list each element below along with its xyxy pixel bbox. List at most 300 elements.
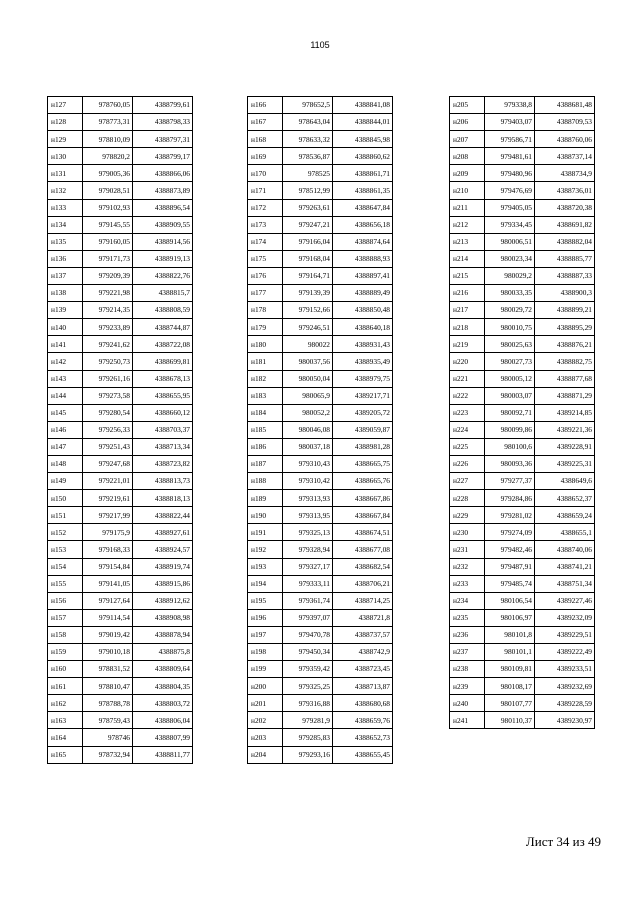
- table-row: [48, 233, 193, 250]
- point-id: н127: [48, 97, 83, 114]
- x-coordinate: 980100,6: [485, 438, 535, 455]
- point-id: н195: [248, 592, 283, 609]
- x-coordinate: 979359,42: [283, 661, 333, 678]
- point-id: н128: [48, 114, 83, 131]
- table-row: [450, 302, 595, 319]
- table-row: [48, 353, 193, 370]
- point-id: н142: [48, 353, 83, 370]
- y-coordinate: 4389232,09: [535, 609, 595, 626]
- x-coordinate: 980037,56: [283, 353, 333, 370]
- x-coordinate: 980033,35: [485, 285, 535, 302]
- table-row: [450, 575, 595, 592]
- table-row: [48, 370, 193, 387]
- coordinates-table-1: [47, 96, 193, 764]
- table-row: [450, 233, 595, 250]
- x-coordinate: 979273,58: [83, 387, 133, 404]
- point-id: н137: [48, 267, 83, 284]
- point-id: н235: [450, 609, 485, 626]
- table-row: [450, 661, 595, 678]
- y-coordinate: 4388799,17: [133, 148, 193, 165]
- y-coordinate: 4388876,21: [535, 336, 595, 353]
- table-row: [248, 541, 393, 558]
- x-coordinate: 979028,51: [83, 182, 133, 199]
- table-row: [48, 131, 193, 148]
- y-coordinate: 4388927,61: [133, 524, 193, 541]
- y-coordinate: 4388740,06: [535, 541, 595, 558]
- table-row: [248, 387, 393, 404]
- x-coordinate: 979280,54: [83, 404, 133, 421]
- y-coordinate: 4388655,1: [535, 524, 595, 541]
- y-coordinate: 4388742,9: [333, 644, 393, 661]
- table-row: [48, 729, 193, 746]
- table-row: [450, 250, 595, 267]
- y-coordinate: 4388799,61: [133, 97, 193, 114]
- table-row: [248, 712, 393, 729]
- table-row: [248, 97, 393, 114]
- x-coordinate: 980092,71: [485, 404, 535, 421]
- x-coordinate: 978652,5: [283, 97, 333, 114]
- table-row: [248, 302, 393, 319]
- point-id: н200: [248, 678, 283, 695]
- table-row: [48, 302, 193, 319]
- point-id: н152: [48, 524, 83, 541]
- y-coordinate: 4388665,76: [333, 473, 393, 490]
- point-id: н159: [48, 644, 83, 661]
- table-row: [248, 746, 393, 763]
- y-coordinate: 4389228,59: [535, 695, 595, 712]
- point-id: н129: [48, 131, 83, 148]
- table-row: [48, 199, 193, 216]
- point-id: н212: [450, 216, 485, 233]
- y-coordinate: 4388818,13: [133, 490, 193, 507]
- x-coordinate: 980037,18: [283, 438, 333, 455]
- x-coordinate: 979281,02: [485, 507, 535, 524]
- x-coordinate: 979285,83: [283, 729, 333, 746]
- table-row: [248, 644, 393, 661]
- table-row: [48, 490, 193, 507]
- point-id: н148: [48, 455, 83, 472]
- x-coordinate: 979333,11: [283, 575, 333, 592]
- point-id: н181: [248, 353, 283, 370]
- x-coordinate: 980029,2: [485, 267, 535, 284]
- table-row: [248, 148, 393, 165]
- x-coordinate: 979316,88: [283, 695, 333, 712]
- x-coordinate: 980003,07: [485, 387, 535, 404]
- y-coordinate: 4388709,53: [535, 114, 595, 131]
- table-row: [48, 592, 193, 609]
- point-id: н211: [450, 199, 485, 216]
- point-id: н153: [48, 541, 83, 558]
- point-id: н223: [450, 404, 485, 421]
- table-row: [48, 216, 193, 233]
- y-coordinate: 4389232,69: [535, 678, 595, 695]
- y-coordinate: 4388811,77: [133, 746, 193, 763]
- table-row: [48, 678, 193, 695]
- y-coordinate: 4388737,14: [535, 148, 595, 165]
- y-coordinate: 4388813,73: [133, 473, 193, 490]
- table-row: [48, 455, 193, 472]
- point-id: н158: [48, 626, 83, 643]
- y-coordinate: 4388681,48: [535, 97, 595, 114]
- y-coordinate: 4388798,33: [133, 114, 193, 131]
- x-coordinate: 979284,86: [485, 490, 535, 507]
- table-row: [450, 558, 595, 575]
- point-id: н160: [48, 661, 83, 678]
- point-id: н174: [248, 233, 283, 250]
- table-row: [248, 592, 393, 609]
- point-id: н234: [450, 592, 485, 609]
- y-coordinate: 4388878,94: [133, 626, 193, 643]
- point-id: н189: [248, 490, 283, 507]
- x-coordinate: 980029,72: [485, 302, 535, 319]
- x-coordinate: 980108,17: [485, 678, 535, 695]
- y-coordinate: 4388822,76: [133, 267, 193, 284]
- point-id: н232: [450, 558, 485, 575]
- x-coordinate: 979019,42: [83, 626, 133, 643]
- point-id: н197: [248, 626, 283, 643]
- y-coordinate: 4388981,28: [333, 438, 393, 455]
- x-coordinate: 979246,51: [283, 319, 333, 336]
- x-coordinate: 978810,09: [83, 131, 133, 148]
- table-row: [248, 353, 393, 370]
- y-coordinate: 4388682,54: [333, 558, 393, 575]
- point-id: н151: [48, 507, 83, 524]
- x-coordinate: 978788,78: [83, 695, 133, 712]
- y-coordinate: 4388931,43: [333, 336, 393, 353]
- table-row: [48, 524, 193, 541]
- point-id: н204: [248, 746, 283, 763]
- y-coordinate: 4388924,57: [133, 541, 193, 558]
- table-row: [450, 267, 595, 284]
- point-id: н237: [450, 644, 485, 661]
- point-id: н136: [48, 250, 83, 267]
- x-coordinate: 979141,05: [83, 575, 133, 592]
- y-coordinate: 4388713,34: [133, 438, 193, 455]
- y-coordinate: 4388844,01: [333, 114, 393, 131]
- x-coordinate: 979139,39: [283, 285, 333, 302]
- y-coordinate: 4388656,18: [333, 216, 393, 233]
- y-coordinate: 4388720,38: [535, 199, 595, 216]
- point-id: н238: [450, 661, 485, 678]
- x-coordinate: 979361,74: [283, 592, 333, 609]
- x-coordinate: 980107,77: [485, 695, 535, 712]
- table-row: [48, 267, 193, 284]
- table-row: [248, 626, 393, 643]
- x-coordinate: 979241,62: [83, 336, 133, 353]
- x-coordinate: 978746: [83, 729, 133, 746]
- point-id: н173: [248, 216, 283, 233]
- y-coordinate: 4388667,84: [333, 507, 393, 524]
- x-coordinate: 979277,37: [485, 473, 535, 490]
- y-coordinate: 4388861,71: [333, 165, 393, 182]
- table-row: [248, 182, 393, 199]
- x-coordinate: 978732,94: [83, 746, 133, 763]
- x-coordinate: 980110,37: [485, 712, 535, 729]
- point-id: н240: [450, 695, 485, 712]
- table-row: [450, 370, 595, 387]
- y-coordinate: 4388882,75: [535, 353, 595, 370]
- point-id: н167: [248, 114, 283, 131]
- table-row: [450, 626, 595, 643]
- y-coordinate: 4388751,34: [535, 575, 595, 592]
- x-coordinate: 979325,25: [283, 678, 333, 695]
- y-coordinate: 4389221,36: [535, 421, 595, 438]
- y-coordinate: 4388640,18: [333, 319, 393, 336]
- table-row: [450, 182, 595, 199]
- x-coordinate: 980027,73: [485, 353, 535, 370]
- point-id: н180: [248, 336, 283, 353]
- y-coordinate: 4388760,06: [535, 131, 595, 148]
- point-id: н220: [450, 353, 485, 370]
- point-id: н231: [450, 541, 485, 558]
- table-row: [450, 609, 595, 626]
- y-coordinate: 4388721,8: [333, 609, 393, 626]
- y-coordinate: 4388722,08: [133, 336, 193, 353]
- table-row: [450, 114, 595, 131]
- table-row: [48, 712, 193, 729]
- table-row: [248, 421, 393, 438]
- point-id: н166: [248, 97, 283, 114]
- point-id: н183: [248, 387, 283, 404]
- point-id: н141: [48, 336, 83, 353]
- point-id: н169: [248, 148, 283, 165]
- point-id: н221: [450, 370, 485, 387]
- point-id: н206: [450, 114, 485, 131]
- x-coordinate: 979328,94: [283, 541, 333, 558]
- point-id: н143: [48, 370, 83, 387]
- table-row: [248, 114, 393, 131]
- y-coordinate: 4388919,13: [133, 250, 193, 267]
- x-coordinate: 979233,89: [83, 319, 133, 336]
- table-row: [450, 507, 595, 524]
- x-coordinate: 979251,43: [83, 438, 133, 455]
- table-row: [48, 250, 193, 267]
- point-id: н210: [450, 182, 485, 199]
- point-id: н130: [48, 148, 83, 165]
- table-row: [248, 558, 393, 575]
- table-row: [248, 609, 393, 626]
- y-coordinate: 4388652,73: [333, 729, 393, 746]
- y-coordinate: 4388919,74: [133, 558, 193, 575]
- x-coordinate: 979450,34: [283, 644, 333, 661]
- x-coordinate: 979482,46: [485, 541, 535, 558]
- coordinates-table-3: [449, 96, 595, 729]
- x-coordinate: 979470,78: [283, 626, 333, 643]
- table-row: [48, 319, 193, 336]
- y-coordinate: 4388649,6: [535, 473, 595, 490]
- table-row: [248, 455, 393, 472]
- x-coordinate: 979127,64: [83, 592, 133, 609]
- table-row: [248, 216, 393, 233]
- table-row: [48, 507, 193, 524]
- y-coordinate: 4388888,93: [333, 250, 393, 267]
- y-coordinate: 4389225,31: [535, 455, 595, 472]
- point-id: н233: [450, 575, 485, 592]
- point-id: н157: [48, 609, 83, 626]
- y-coordinate: 4389059,87: [333, 421, 393, 438]
- y-coordinate: 4388885,77: [535, 250, 595, 267]
- y-coordinate: 4388845,98: [333, 131, 393, 148]
- table-row: [450, 421, 595, 438]
- x-coordinate: 979310,43: [283, 455, 333, 472]
- y-coordinate: 4388665,75: [333, 455, 393, 472]
- y-coordinate: 4388723,45: [333, 661, 393, 678]
- y-coordinate: 4388850,48: [333, 302, 393, 319]
- x-coordinate: 979175,9: [83, 524, 133, 541]
- point-id: н228: [450, 490, 485, 507]
- point-id: н161: [48, 678, 83, 695]
- x-coordinate: 979219,61: [83, 490, 133, 507]
- y-coordinate: 4388797,31: [133, 131, 193, 148]
- point-id: н186: [248, 438, 283, 455]
- point-id: н215: [450, 267, 485, 284]
- x-coordinate: 980106,97: [485, 609, 535, 626]
- y-coordinate: 4388652,37: [535, 490, 595, 507]
- point-id: н176: [248, 267, 283, 284]
- table-row: [450, 524, 595, 541]
- table-row: [450, 678, 595, 695]
- x-coordinate: 979586,71: [485, 131, 535, 148]
- y-coordinate: 4388871,29: [535, 387, 595, 404]
- point-id: н138: [48, 285, 83, 302]
- x-coordinate: 979214,35: [83, 302, 133, 319]
- table-row: [48, 661, 193, 678]
- y-coordinate: 4388912,62: [133, 592, 193, 609]
- y-coordinate: 4388874,64: [333, 233, 393, 250]
- table-row: [450, 97, 595, 114]
- x-coordinate: 979164,71: [283, 267, 333, 284]
- x-coordinate: 979334,45: [485, 216, 535, 233]
- y-coordinate: 4388806,04: [133, 712, 193, 729]
- y-coordinate: 4388860,62: [333, 148, 393, 165]
- y-coordinate: 4389227,46: [535, 592, 595, 609]
- point-id: н218: [450, 319, 485, 336]
- y-coordinate: 4388909,55: [133, 216, 193, 233]
- x-coordinate: 979114,54: [83, 609, 133, 626]
- table-row: [48, 438, 193, 455]
- x-coordinate: 979166,04: [283, 233, 333, 250]
- point-id: н155: [48, 575, 83, 592]
- y-coordinate: 4388713,87: [333, 678, 393, 695]
- table-row: [450, 695, 595, 712]
- y-coordinate: 4388889,49: [333, 285, 393, 302]
- y-coordinate: 4388935,49: [333, 353, 393, 370]
- x-coordinate: 979405,05: [485, 199, 535, 216]
- x-coordinate: 980065,9: [283, 387, 333, 404]
- x-coordinate: 979005,36: [83, 165, 133, 182]
- x-coordinate: 980023,34: [485, 250, 535, 267]
- x-coordinate: 979313,93: [283, 490, 333, 507]
- x-coordinate: 980106,54: [485, 592, 535, 609]
- point-id: н217: [450, 302, 485, 319]
- y-coordinate: 4389233,51: [535, 661, 595, 678]
- x-coordinate: 978643,04: [283, 114, 333, 131]
- table-row: [450, 473, 595, 490]
- point-id: н132: [48, 182, 83, 199]
- x-coordinate: 979325,13: [283, 524, 333, 541]
- x-coordinate: 979168,04: [283, 250, 333, 267]
- point-id: н199: [248, 661, 283, 678]
- point-id: н236: [450, 626, 485, 643]
- point-id: н178: [248, 302, 283, 319]
- x-coordinate: 979487,91: [485, 558, 535, 575]
- x-coordinate: 980005,12: [485, 370, 535, 387]
- x-coordinate: 978536,87: [283, 148, 333, 165]
- table-row: [450, 541, 595, 558]
- point-id: н147: [48, 438, 83, 455]
- x-coordinate: 979327,17: [283, 558, 333, 575]
- y-coordinate: 4388807,99: [133, 729, 193, 746]
- coordinates-table-2: [247, 96, 393, 764]
- y-coordinate: 4388979,75: [333, 370, 393, 387]
- x-coordinate: 979171,73: [83, 250, 133, 267]
- x-coordinate: 979397,07: [283, 609, 333, 626]
- x-coordinate: 979247,21: [283, 216, 333, 233]
- y-coordinate: 4389214,85: [535, 404, 595, 421]
- table-row: [48, 644, 193, 661]
- y-coordinate: 4388647,84: [333, 199, 393, 216]
- point-id: н182: [248, 370, 283, 387]
- x-coordinate: 979010,18: [83, 644, 133, 661]
- y-coordinate: 4388741,21: [535, 558, 595, 575]
- y-coordinate: 4388680,68: [333, 695, 393, 712]
- y-coordinate: 4389222,49: [535, 644, 595, 661]
- point-id: н201: [248, 695, 283, 712]
- table-row: [248, 661, 393, 678]
- table-row: [450, 353, 595, 370]
- x-coordinate: 979480,96: [485, 165, 535, 182]
- y-coordinate: 4388703,37: [133, 421, 193, 438]
- table-row: [248, 250, 393, 267]
- point-id: н150: [48, 490, 83, 507]
- table-row: [48, 626, 193, 643]
- point-id: н184: [248, 404, 283, 421]
- y-coordinate: 4388887,33: [535, 267, 595, 284]
- y-coordinate: 4389217,71: [333, 387, 393, 404]
- table-row: [48, 695, 193, 712]
- table-row: [450, 319, 595, 336]
- y-coordinate: 4388882,04: [535, 233, 595, 250]
- x-coordinate: 980109,81: [485, 661, 535, 678]
- x-coordinate: 980099,86: [485, 421, 535, 438]
- point-id: н188: [248, 473, 283, 490]
- y-coordinate: 4388803,72: [133, 695, 193, 712]
- x-coordinate: 978760,05: [83, 97, 133, 114]
- table-row: [248, 695, 393, 712]
- x-coordinate: 978820,2: [83, 148, 133, 165]
- table-row: [248, 404, 393, 421]
- table-row: [450, 216, 595, 233]
- table-row: [248, 438, 393, 455]
- point-id: н202: [248, 712, 283, 729]
- point-id: н162: [48, 695, 83, 712]
- x-coordinate: 979221,98: [83, 285, 133, 302]
- table-row: [450, 387, 595, 404]
- x-coordinate: 979481,61: [485, 148, 535, 165]
- x-coordinate: 979168,33: [83, 541, 133, 558]
- y-coordinate: 4388897,41: [333, 267, 393, 284]
- table-row: [48, 609, 193, 626]
- table-row: [48, 336, 193, 353]
- y-coordinate: 4388655,45: [333, 746, 393, 763]
- x-coordinate: 979102,93: [83, 199, 133, 216]
- x-coordinate: 978633,32: [283, 131, 333, 148]
- y-coordinate: 4388841,08: [333, 97, 393, 114]
- table-row: [450, 455, 595, 472]
- point-id: н198: [248, 644, 283, 661]
- y-coordinate: 4388655,95: [133, 387, 193, 404]
- point-id: н230: [450, 524, 485, 541]
